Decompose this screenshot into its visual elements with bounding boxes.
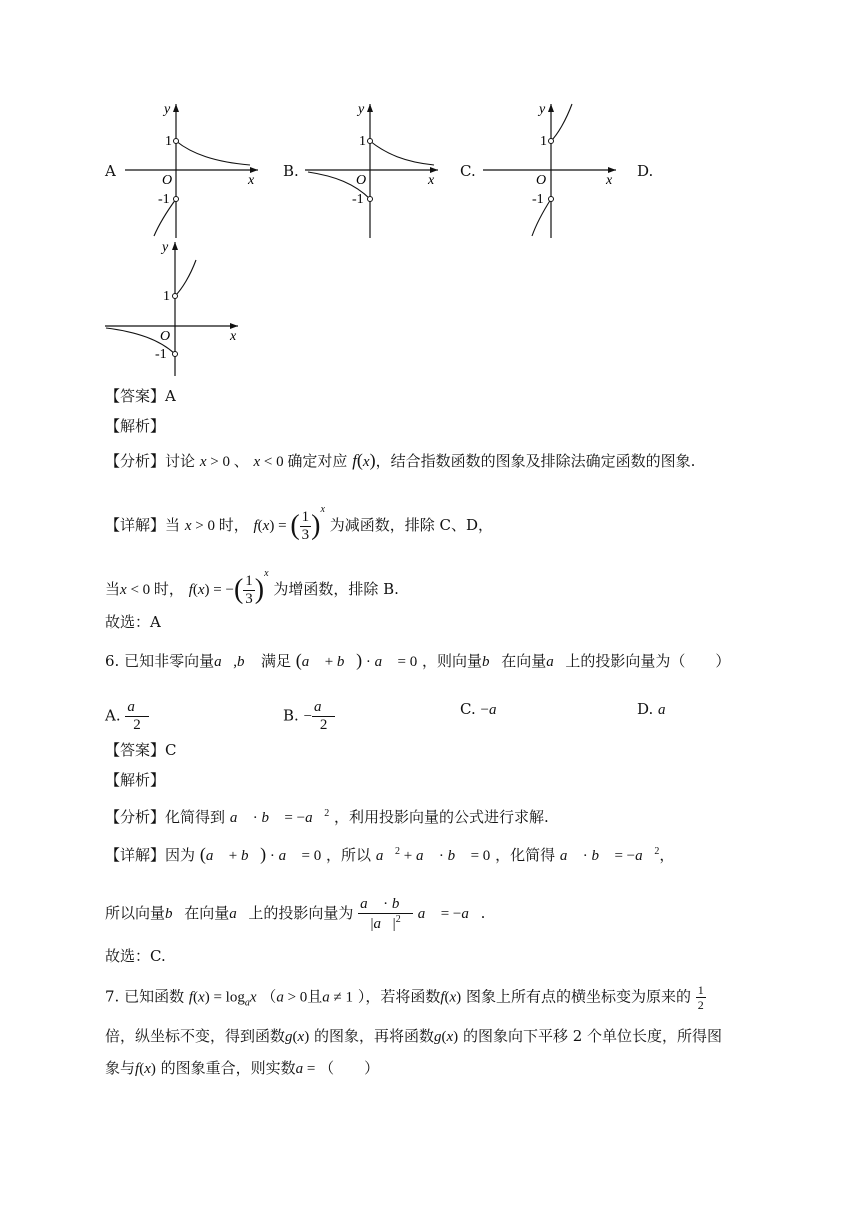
graph-a-label: A	[105, 162, 116, 180]
x-axis-label: x	[606, 173, 613, 188]
q5-answer: 【答案】A	[105, 387, 176, 405]
curve-right	[175, 260, 196, 296]
q6-option-b[interactable]: B. − $\frac{a⃗}{2}$	[283, 699, 334, 733]
q6-choice: 故选：C.	[105, 947, 166, 965]
tick-1-label: 1	[163, 289, 170, 304]
tick-neg1-label: -1	[352, 192, 364, 207]
tick-1-label: 1	[165, 134, 172, 149]
y-axis-label: y	[358, 102, 365, 117]
curve-right	[176, 141, 250, 165]
q6-projection: 所以向量b⃗在向量a⃗上的投影向量为 $\frac{a⃗ \cdot b⃗}{|a⃗|^2}$ a⃗ = −a⃗.	[105, 896, 486, 932]
graph-b	[300, 98, 450, 240]
graph-c-label: C.	[460, 162, 476, 180]
q6-option-a[interactable]: A. $\frac{a⃗}{2}$	[105, 699, 147, 733]
x-axis-label: x	[428, 173, 435, 188]
x-axis-label: x	[230, 329, 237, 344]
q6-option-c[interactable]: C. −a⃗	[460, 700, 509, 718]
q5-xiangjie-1: 【详解】当 x > 0 时， f(x) = ( $\frac{1}{3}$ )$^x$ 为减函数，排除 C、D，	[105, 504, 493, 543]
y-axis-label: y	[164, 102, 171, 117]
origin-label: O	[536, 173, 547, 188]
curve-right	[551, 104, 572, 141]
q7-line-2: 倍，纵坐标不变，得到函数g(x) 的图象，再将函数g(x) 的图象向下平移 2 个单位长度，所得图	[105, 1027, 723, 1045]
q6-stem: 6. 已知非零向量a⃗,b⃗ 满足 (a⃗ + b⃗) · a⃗ = 0 ，则向量b⃗在向量a⃗上的投影向量为（ ）	[105, 650, 731, 670]
q6-analysis-tag: 【解析】	[105, 771, 166, 789]
q6-fenxi: 【分析】化简得到 a⃗ · b⃗ = −a⃗$^2$ ，利用投影向量的公式进行求解.	[105, 808, 549, 826]
graph-a	[120, 98, 270, 240]
y-axis-label: y	[162, 240, 169, 255]
q5-fenxi: 【分析】讨论 x > 0 、 x < 0 确定对应 f(x)，结合指数函数的图象及排除法确定函数的图象.	[105, 450, 696, 470]
origin-label: O	[356, 173, 367, 188]
graph-b-label: B.	[283, 162, 299, 180]
q6-xiangjie: 【详解】因为 (a⃗ + b⃗) · a⃗ = 0 ，所以 a⃗$^2$ + a⃗ · b⃗ = 0 ，化简得 a⃗ · b⃗ = −a⃗$^2$，	[105, 844, 675, 864]
tick-neg1-label: -1	[155, 347, 167, 362]
origin-label: O	[160, 329, 171, 344]
curve-right	[370, 141, 434, 165]
y-axis-label: y	[539, 102, 546, 117]
q7-line-1: 7. 已知函数 $f(x) = \log_ax$ （a > 0且a ≠ 1 ），若将函数f(x) 图象上所有点的横坐标变为原来的 $\frac{1}{2}$	[105, 983, 704, 1012]
graph-d-label: D.	[637, 162, 654, 180]
tick-neg1-label: -1	[532, 192, 544, 207]
tick-1-label: 1	[359, 134, 366, 149]
x-axis-label: x	[248, 173, 255, 188]
graph-d	[100, 236, 250, 378]
tick-neg1-label: -1	[158, 192, 170, 207]
q5-choice: 故选：A	[105, 613, 161, 631]
graph-c	[478, 98, 628, 240]
q5-analysis-tag: 【解析】	[105, 417, 166, 435]
q6-option-d[interactable]: D. a⃗	[637, 700, 678, 718]
origin-label: O	[162, 173, 173, 188]
q7-line-3: 象与f(x) 的图象重合，则实数a = （ ）	[105, 1059, 380, 1077]
tick-1-label: 1	[540, 134, 547, 149]
q5-xiangjie-2: 当x < 0 时， f(x) = −( $\frac{1}{3}$ )$^x$ 为增函数，排除 B.	[105, 568, 399, 607]
q6-answer: 【答案】C	[105, 741, 177, 759]
